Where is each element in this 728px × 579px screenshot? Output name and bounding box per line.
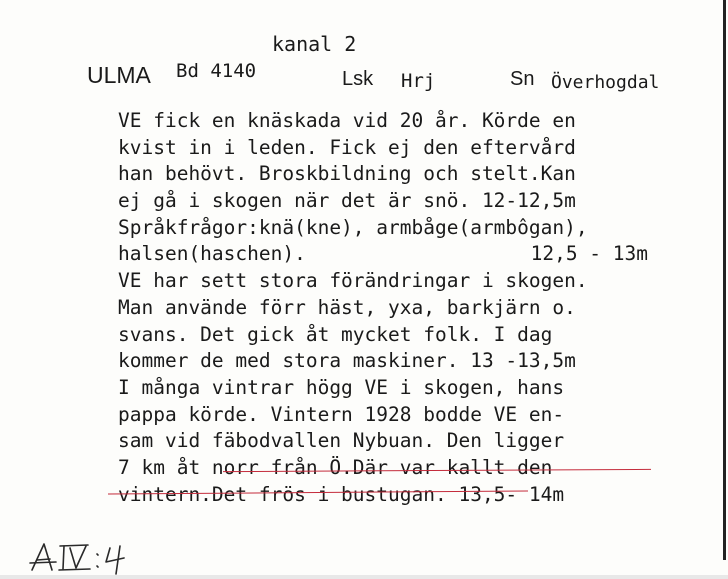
transcript-line: sam vid fäbodvallen Nybuan. Den ligger (118, 429, 565, 453)
lsk-label: Lsk (342, 68, 374, 90)
timestamp-range: 12,5 - 13m (530, 242, 648, 266)
volume-number: Bd 4140 (176, 60, 257, 82)
transcript-body (118, 108, 698, 508)
transcript-line: Man använde förr häst, yxa, barkjärn o. (118, 295, 576, 319)
transcript-line: I många vintrar högg VE i skogen, hans (118, 375, 565, 399)
transcript-line: Språkfrågor:knä(kne), armbåge(armbôgan), (118, 215, 588, 239)
archive-code: ULMA (87, 62, 151, 88)
transcript-line: kvist in i leden. Fick ej den eftervård (118, 135, 576, 159)
transcript-line: VE har sett stora förändringar i skogen. (118, 269, 588, 293)
transcript-line: VE fick en knäskada vid 20 år. Körde en (118, 109, 576, 132)
parish-value: Överhogdal (551, 72, 660, 93)
transcript-line: svans. Det gick åt mycket folk. I dag (118, 322, 553, 346)
transcript-line-with-time (118, 241, 698, 268)
transcript-line: pappa körde. Vintern 1928 bodde VE en- (118, 402, 565, 426)
transcript-line: 7 km åt norr från Ö.Där var kallt den (118, 455, 553, 479)
parish-label: Sn (510, 68, 535, 90)
transcript-line: ej gå i skogen när det är snö. 12-12,5m (118, 189, 576, 213)
transcript-line: vintern.Det frös i bustugan. 13,5- 14m (118, 482, 565, 506)
transcript-line: kommer de med stora maskiner. 13 -13,5m (118, 349, 576, 373)
region-value: Hrj (401, 70, 436, 92)
card-edge-shadow (723, 0, 726, 560)
transcript-line-text: halsen(haschen). (118, 242, 306, 266)
handwritten-annotation (28, 536, 148, 576)
kanal-label: kanal 2 (272, 32, 357, 56)
transcript-line: han behövt. Broskbildning och stelt.Kan (118, 162, 576, 186)
